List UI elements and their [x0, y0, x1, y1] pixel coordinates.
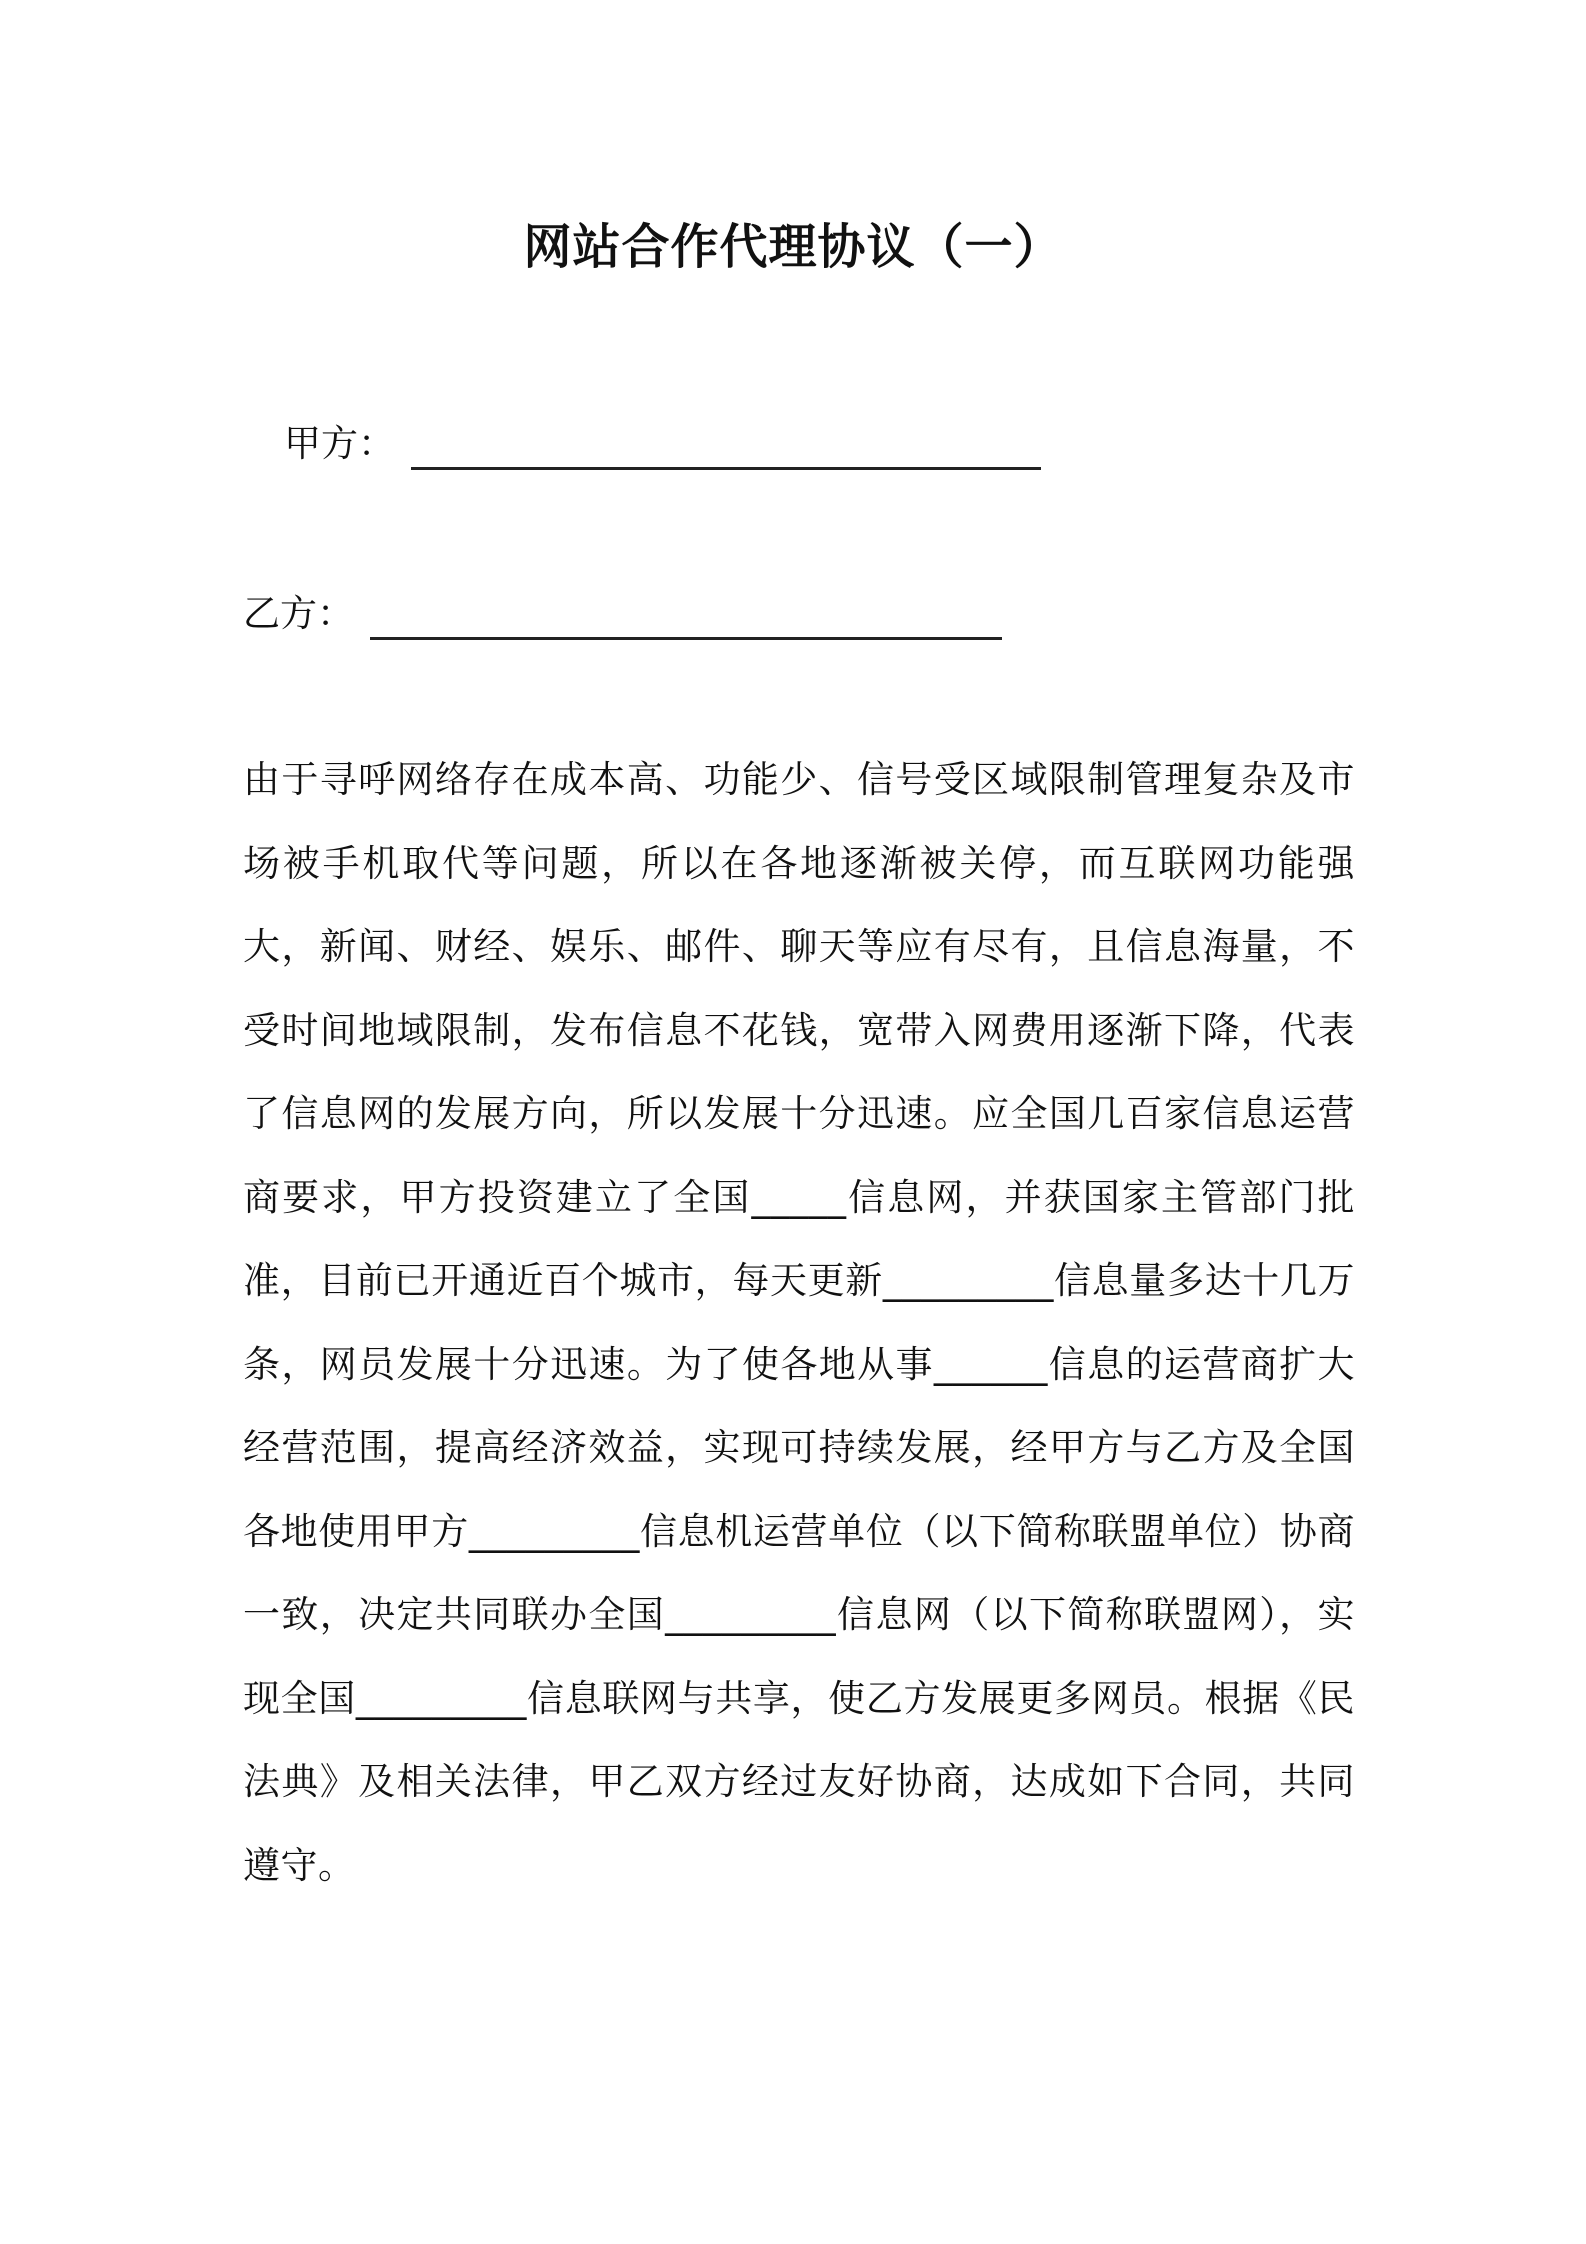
party-a-label: 甲方： [284, 422, 395, 465]
party-a-blank [411, 427, 1041, 470]
party-b-label: 乙方： [243, 592, 354, 635]
party-b-blank [370, 597, 1002, 640]
party-b-line [243, 588, 1002, 640]
agreement-paragraph: 由于寻呼网络存在成本高、功能少、信号受区域限制管理复杂及市场被手机取代等问题，所以在各地逐渐被关停，而互联网功能强大，新闻、财经、娱乐、邮件、聊天等应有尽有，且信息海量，不受时间地域限制，发布信息不花钱，宽带入网费用逐渐下降，代表了信息网的发展方向，所以发展十分迅速。应全国几百家信息运营商要求，甲方投资建立了全国_____信息网，并获国家主管部门批准，目前已开通近百个城市，每天更新_________信息量多达十几万条，网员发展十分迅速。为了使各地从事______信息的运营商扩大经营范围，提高经济效益，实现可持续发展，经甲方与乙方及全国各地使用甲方_________信息机运营单位（以下简称联盟单位）协商一致，决定共同联办全国_________信息网（以下简称联盟网），实现全国_________信息联网与共享，使乙方发展更多网员。根据《民法典》及相关法律，甲乙双方经过友好协商，达成如下合同，共同遵守。 [243, 758, 1355, 1887]
party-a-line [284, 418, 1041, 470]
document-title: 网站合作代理协议（一） [523, 219, 1063, 275]
